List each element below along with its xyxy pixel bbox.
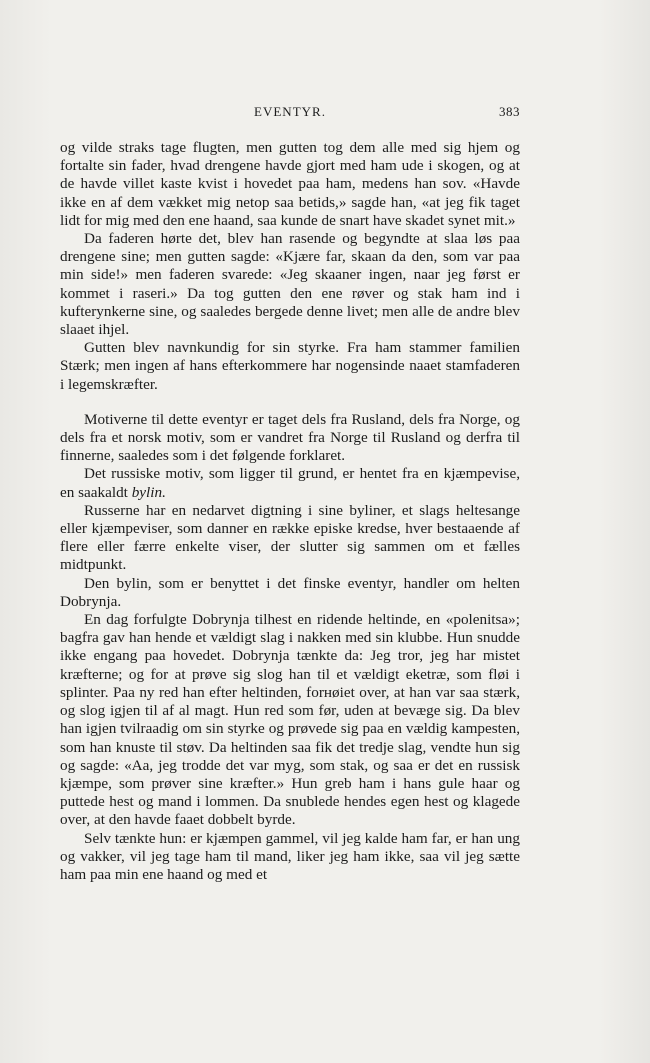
paragraph: Motiverne til dette eventyr er taget dels fra Rusland, dels fra Norge, og dels fra et norsk motiv, som er vandret fra Norge til Rusland og derfra til finnerne, saaledes som i det følgende forklaret. (60, 410, 520, 465)
paragraph: og vilde straks tage flugten, men gutten tog dem alle med sig hjem og fortalte sin fader, hvad drengene havde gjort med ham ude i skogen, og at de havde villet kaste kvist i hovedet paa ham, medens han sov. «Havde ikke en af dem vækket mig netop saa betids,» sagde han, «at jeg fik taget lidt for mig med den ene haand, saa kunde de snart have skadet synet mit.» (60, 139, 520, 229)
paragraph: Gutten blev navnkundig for sin styrke. Fra ham stammer familien Stærk; men ingen af hans efterkommere har nogensinde naaet stamfaderen i legemskræfter. (60, 339, 520, 393)
page-number: 383 (499, 104, 520, 119)
paragraph: En dag forfulgte Dobrynja tilhest en ridende heltinde, en «polenitsa»; bagfra gav han hende et vældigt slag i nakken med sin klubbe. Hun snudde ikke engang paa hovedet. Dobrynja tænkte da: Jeg tror, jeg har mistet kræfterne; og for at prøve sig slog han til et vældigt eketræ, som fløi i splinter. Paa ny red han efter heltinden, forнøiet over, at han var saa stærk, og slog igjen til af al magt. Hun red som før, uden at bevæge sig. Da blev han igjen tvilraadig om sin styrke og prøvede sig paa en vældig kampesten, som han knuste til støv. Da heltinden saa fik det tredje slag, vendte hun sig og sagde: «Aa, jeg trodde det var myg, som stak, og saa er det en russisk kjæmpe, som prøver sine kræfter.» Hun greb ham i hans gule haar og puttede hest og mand i lommen. Da snublede hendes egen hest og klagede over, at den havde faaet dobbelt byrde. (60, 611, 520, 829)
italic-term: bylin. (131, 483, 166, 501)
paragraph: Russerne har en nedarvet digtning i sine byliner, et slags heltesange eller kjæmpeviser, som danner en række episke kredse, hver bestaaende af flere eller færre enkelte viser, der slutter sig sammen om et fælles midtpunkt. (60, 501, 520, 574)
paragraph (60, 465, 520, 501)
paragraph: Da faderen hørte det, blev han rasende og begyndte at slaa løs paa drengene sine; men gutten sagde: «Kjære far, skaan da den, som var paa min side!» men faderen svarede: «Jeg skaaner ingen, naar jeg først er kommet i raseri.» Da tog gutten den ene røver og stak ham ind i kufterynkerne sine, og saaledes bergede denne livet; men alle de andre blev slaaet ihjel. (60, 230, 520, 339)
paragraph: Selv tænkte hun: er kjæmpen gammel, vil jeg kalde ham far, er han ung og vakker, vil jeg tage ham til mand, liker jeg ham ikke, saa vil jeg sætte ham paa min ene haand og med et (60, 829, 520, 883)
paragraph-text: Det russiske motiv, som ligger til grund, er hentet fra en kjæmpevise, en saakaldt (60, 465, 520, 501)
body-text (60, 139, 520, 884)
running-head: EVENTYR. (254, 104, 326, 119)
page-header (60, 104, 520, 124)
paragraph: Den bylin, som er benyttet i det finske eventyr, handler om helten Dobrynja. (60, 574, 520, 610)
section-gap (60, 394, 520, 411)
